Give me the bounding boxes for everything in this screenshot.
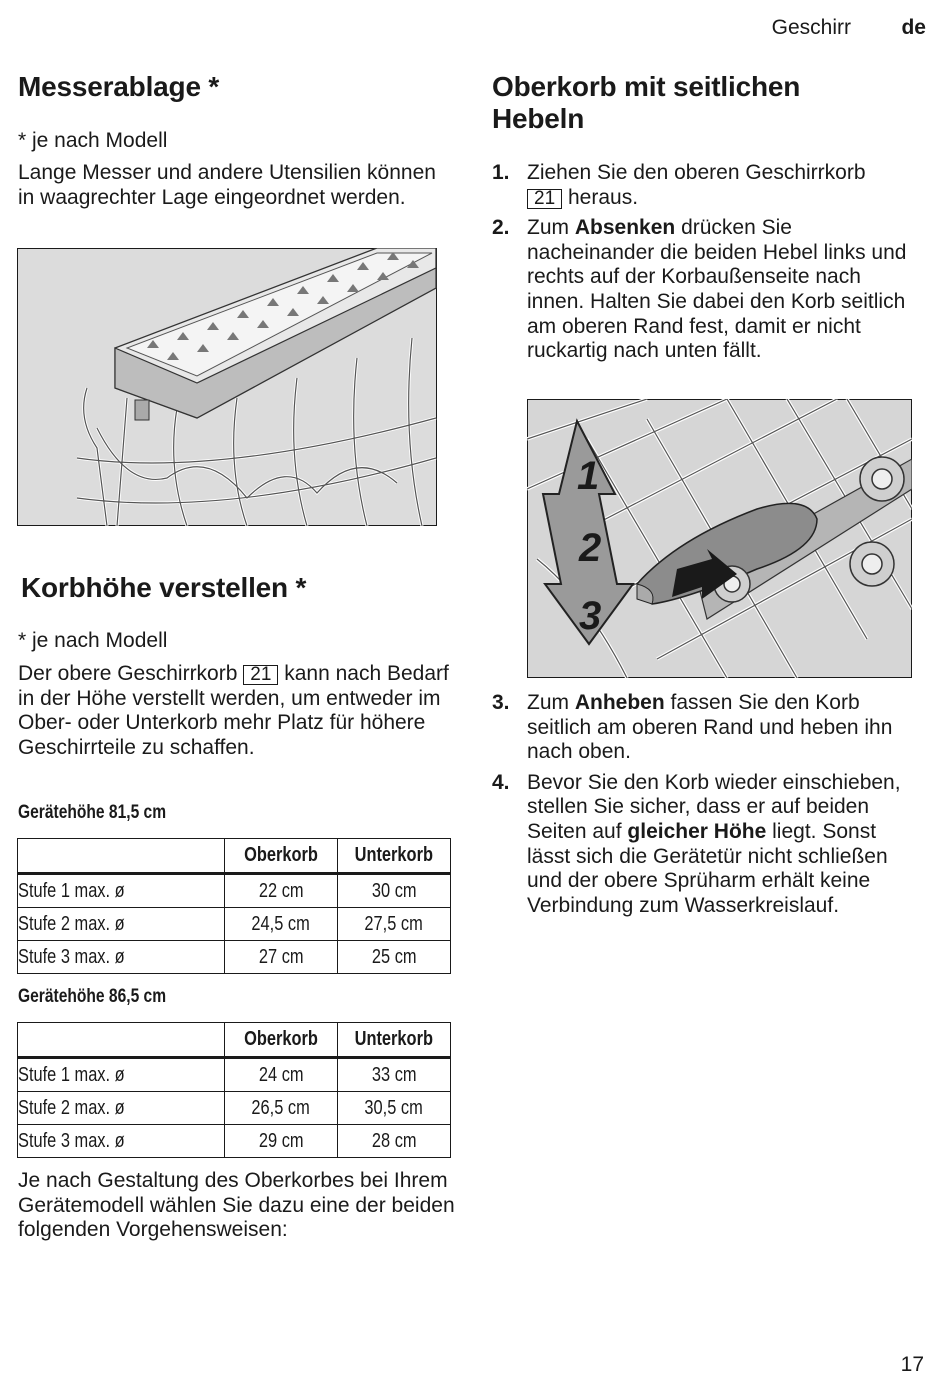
- table-row: Stufe 1 max. ø 24 cm 33 cm: [18, 1058, 451, 1092]
- steps-list-b: [492, 691, 922, 924]
- step-1: 1. Ziehen Sie den oberen Geschirrkorb 21 heraus.: [492, 161, 866, 209]
- height-table-81: [17, 838, 451, 974]
- lever-illustration: [527, 399, 912, 678]
- table-row: Stufe 3 max. ø 29 cm 28 cm: [18, 1125, 451, 1158]
- table-row: Stufe 3 max. ø 27 cm 25 cm: [18, 941, 451, 974]
- column-header-oberkorb: Oberkorb: [225, 1023, 338, 1058]
- table-corner: [18, 1023, 225, 1058]
- step-2: 2. Zum Absenken drücken Sie nacheinander die beiden Hebel links und rechts auf der Korbaußenseite nach innen. Halten Sie dabei den Korb seitlich am oberen Rand fest, damit er nicht ruckartig nach unten fällt.: [492, 216, 907, 363]
- korb-text: Der obere Geschirrkorb 21 kann nach Bedarf in der Höhe verstellt werden, um entweder im Ober- oder Unterkorb mehr Platz für höhere Geschirrteile zu schaffen.: [18, 662, 449, 759]
- korb-note: * je nach Modell: [18, 629, 168, 652]
- korb-title: Korbhöhe verstellen *: [21, 572, 307, 603]
- reference-tag: 21: [527, 189, 562, 209]
- oberkorb-title: Oberkorb mit seitlichen Hebeln: [492, 71, 801, 134]
- step-4: 4. Bevor Sie den Korb wieder einschieben, stellen Sie sicher, dass er auf beiden Seiten auf gleicher Höhe liegt. Sonst lässt sich die Gerätetür nicht schließen und der obere Sprüharm erhält keine Verbindung zum Wasserkreislauf.: [492, 770, 901, 917]
- reference-tag: 21: [243, 665, 278, 685]
- figure-label-3: 3: [579, 594, 602, 638]
- closing-text: Je nach Gestaltung des Oberkorbes bei Ihrem Gerätemodell wählen Sie dazu eine der beiden folgenden Vorgehensweisen:: [18, 1169, 455, 1242]
- steps-list-a: [492, 161, 922, 370]
- step-3: 3. Zum Anheben fassen Sie den Korb seitlich am oberen Rand und heben ihn nach oben.: [492, 691, 893, 764]
- height-table-86: [17, 1022, 451, 1158]
- figure-label-1: 1: [577, 454, 600, 498]
- table-row: Stufe 1 max. ø 22 cm 30 cm: [18, 874, 451, 908]
- knife-rack-illustration: [17, 248, 437, 526]
- column-header-oberkorb: Oberkorb: [225, 839, 338, 874]
- column-header-unterkorb: Unterkorb: [338, 1023, 451, 1058]
- column-header-unterkorb: Unterkorb: [338, 839, 451, 874]
- messer-text: Lange Messer und andere Utensilien können in waagrechter Lage eingeordnet werden.: [18, 161, 436, 209]
- table-row: Stufe 2 max. ø 24,5 cm 27,5 cm: [18, 908, 451, 941]
- table-corner: [18, 839, 225, 874]
- header-language: de: [901, 16, 926, 39]
- table2-caption: Gerätehöhe 86,5 cm: [18, 986, 167, 1007]
- messer-note: * je nach Modell: [18, 129, 168, 152]
- table-row: Stufe 2 max. ø 26,5 cm 30,5 cm: [18, 1092, 451, 1125]
- header-section: Geschirr: [771, 16, 851, 39]
- page-number: 17: [900, 1353, 924, 1376]
- figure-label-2: 2: [579, 526, 602, 570]
- messer-title: Messerablage *: [18, 71, 220, 102]
- table1-caption: Gerätehöhe 81,5 cm: [18, 802, 167, 823]
